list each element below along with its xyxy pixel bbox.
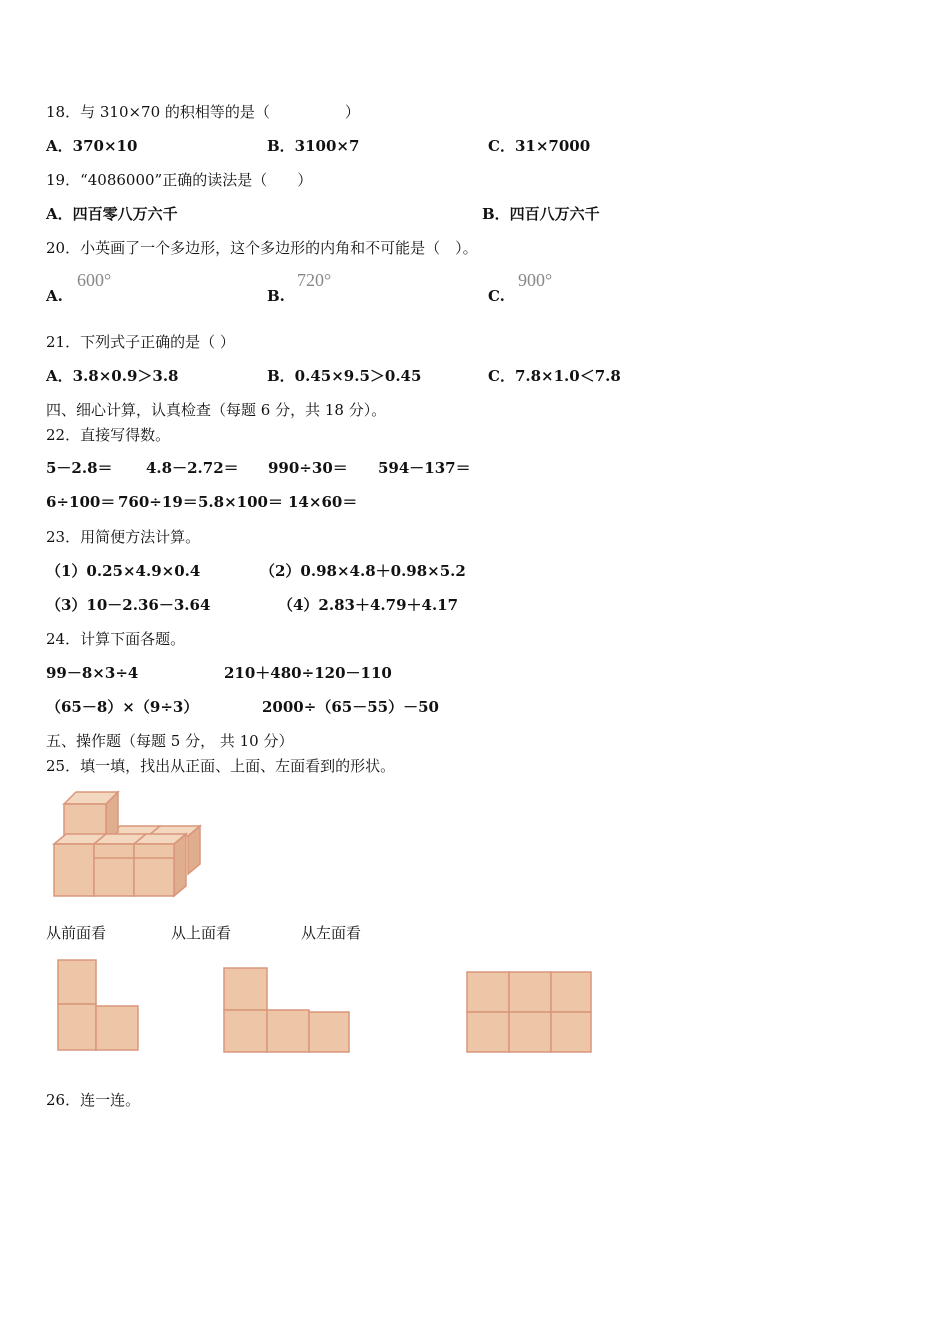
- cube-stack-figure: [48, 786, 208, 902]
- q21-option-c: C．7.8×1.0＜7.8: [488, 367, 621, 385]
- q22-item: 6÷100＝: [46, 493, 116, 511]
- q23-part-3: （3）10－2.36－3.64: [46, 596, 211, 614]
- q20-option-c-value: 900°: [518, 270, 553, 290]
- view-top-label: 从上面看: [171, 924, 232, 942]
- view-shape-3: [465, 970, 595, 1056]
- view-left-label: 从左面看: [301, 924, 362, 942]
- q24-part-2: 210＋480÷120－110: [224, 664, 392, 682]
- q23-part-1: （1）0.25×4.9×0.4: [46, 562, 201, 580]
- q21-option-a: A．3.8×0.9＞3.8: [46, 367, 179, 385]
- q22-item: 4.8－2.72＝: [146, 459, 239, 477]
- section-4-heading: 四、细心计算，认真检查（每题 6 分，共 18 分）。: [46, 401, 387, 419]
- q24-stem: 24．计算下面各题。: [46, 630, 186, 648]
- q21-stem: 21．下列式子正确的是（ ）: [46, 333, 235, 351]
- q24-part-3: （65－8）×（9÷3）: [46, 698, 199, 716]
- view-front-label: 从前面看: [46, 924, 107, 942]
- q26-stem: 26．连一连。: [46, 1091, 141, 1109]
- q20-option-a-value: 600°: [77, 270, 112, 290]
- q25-stem: 25．填一填，找出从正面、上面、左面看到的形状。: [46, 757, 396, 775]
- q22-item: 990÷30＝: [268, 459, 348, 477]
- q22-item: 5.8×100＝: [198, 493, 283, 511]
- q20-stem: 20．小英画了一个多边形，这个多边形的内角和不可能是（ ）。: [46, 239, 478, 257]
- q23-stem: 23．用简便方法计算。: [46, 528, 201, 546]
- q20-option-c-label: C.: [488, 287, 505, 305]
- q19-stem: 19．“4086000”正确的读法是（ ）: [46, 171, 313, 189]
- q22-stem: 22．直接写得数。: [46, 426, 171, 444]
- q18-stem: 18．与 310×70 的积相等的是（ ）: [46, 103, 360, 121]
- q18-option-b: B．3100×7: [267, 137, 360, 155]
- q20-option-b-label: B.: [267, 287, 285, 305]
- q23-part-4: （4）2.83＋4.79＋4.17: [278, 596, 459, 614]
- view-shape-2: [222, 966, 352, 1056]
- q24-part-1: 99－8×3÷4: [46, 664, 139, 682]
- q23-part-2: （2）0.98×4.8＋0.98×5.2: [260, 562, 466, 580]
- q19-option-b: B．四百八万六千: [482, 205, 600, 223]
- q20-option-b-value: 720°: [297, 270, 332, 290]
- q18-option-c: C．31×7000: [488, 137, 591, 155]
- q20-option-a-label: A.: [46, 287, 63, 305]
- q18-option-a: A．370×10: [46, 137, 138, 155]
- q22-item: 760÷19＝: [118, 493, 198, 511]
- q21-option-b: B．0.45×9.5＞0.45: [267, 367, 422, 385]
- q24-part-4: 2000÷（65－55）－50: [262, 698, 439, 716]
- section-5-heading: 五、操作题（每题 5 分， 共 10 分）: [46, 732, 294, 750]
- q22-item: 594－137＝: [378, 459, 471, 477]
- q22-item: 5－2.8＝: [46, 459, 113, 477]
- q22-item: 14×60＝: [288, 493, 358, 511]
- view-shape-1: [56, 958, 142, 1054]
- q19-option-a: A．四百零八万六千: [46, 205, 178, 223]
